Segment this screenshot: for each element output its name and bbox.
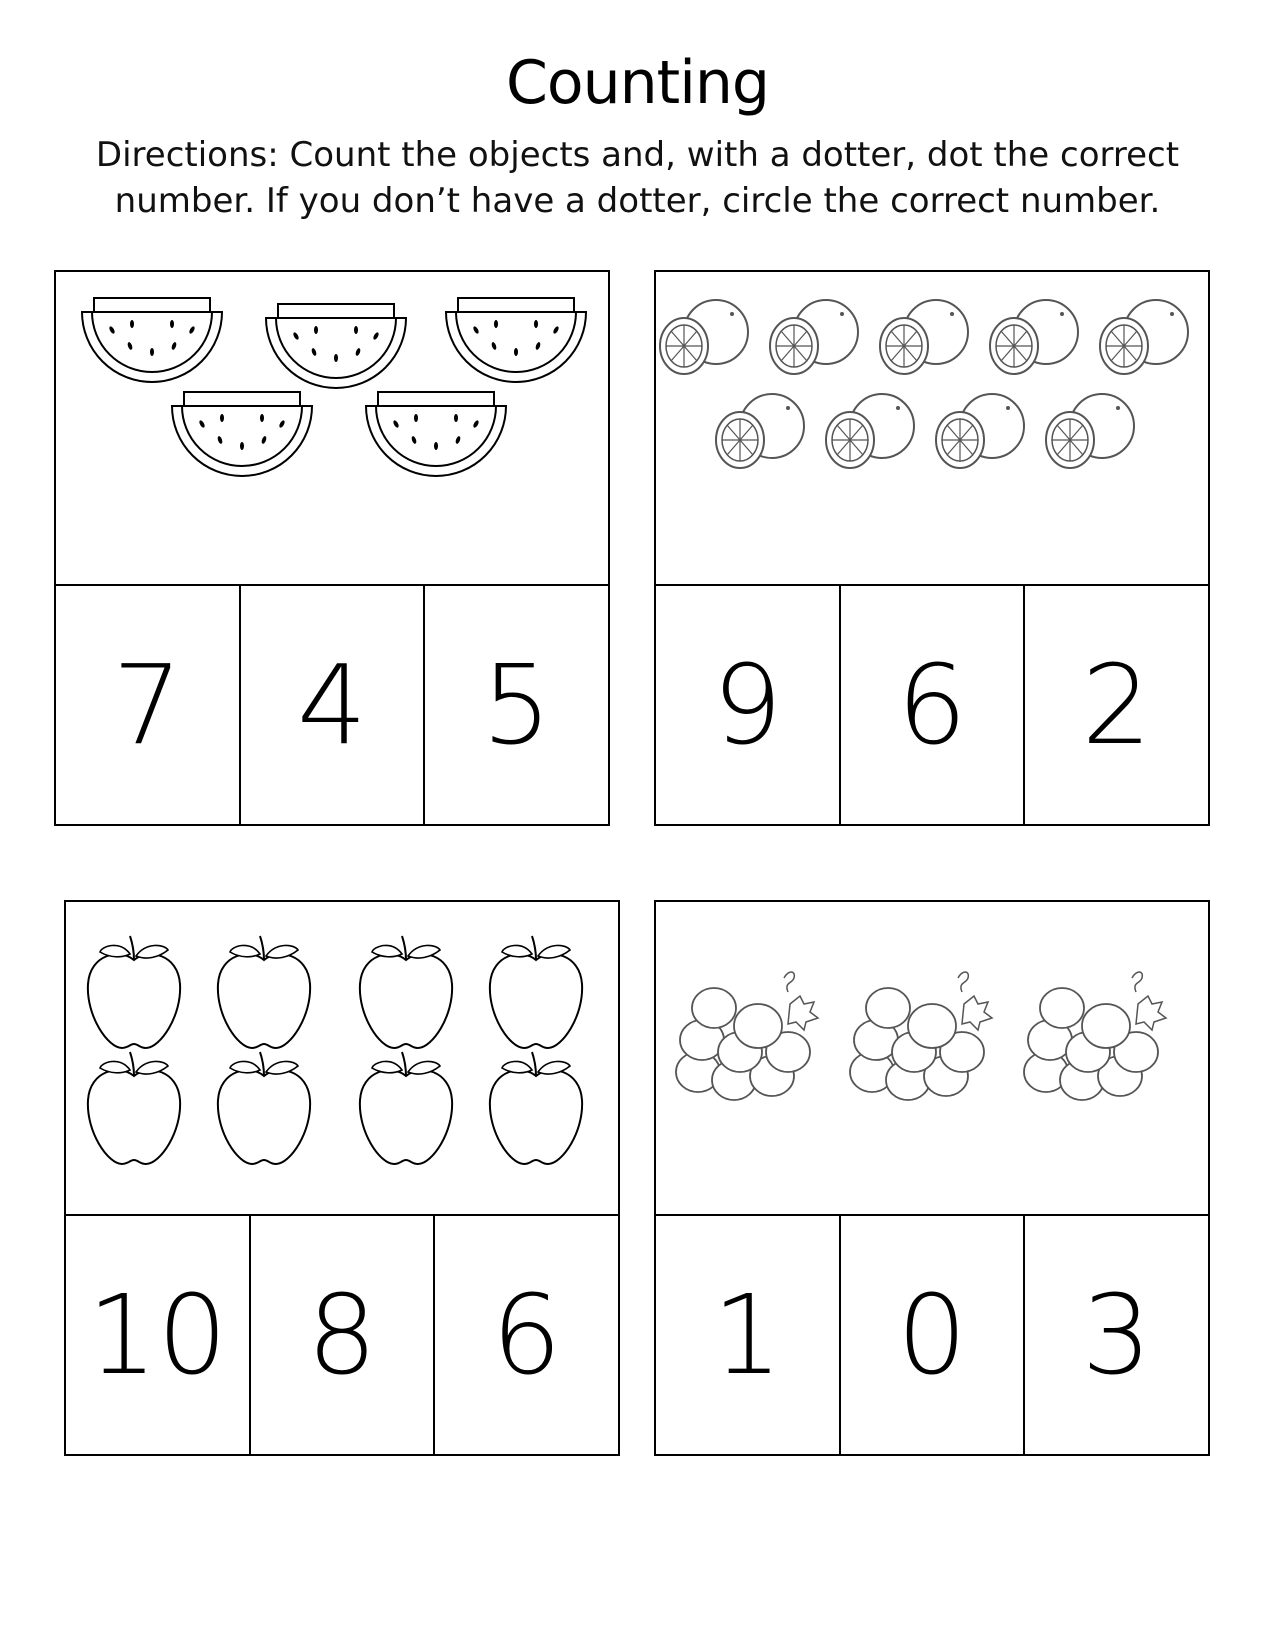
- grapes-icon: [1024, 972, 1166, 1100]
- apple-illustration: [66, 902, 618, 1214]
- apple-icon: [218, 936, 310, 1048]
- answer-choice[interactable]: 4: [241, 586, 426, 824]
- apple-icon: [218, 1052, 310, 1164]
- orange-illustration: [656, 272, 1208, 584]
- directions-text: Directions: Count the objects and, with a dotter, dot the correct number. If you don’t have a dotter, circle the correct number.: [95, 135, 1180, 221]
- grape-picture: [656, 902, 1208, 1216]
- counting-card-grapes: [654, 900, 1210, 1456]
- grape-illustration: [656, 902, 1208, 1214]
- orange-icon: [990, 300, 1078, 374]
- orange-icon: [880, 300, 968, 374]
- answer-choice[interactable]: 7: [56, 586, 241, 824]
- grapes-icon: [850, 972, 992, 1100]
- watermelon-illustration: [56, 272, 608, 584]
- counting-card-watermelons: [54, 270, 610, 826]
- apple-icon: [490, 1052, 582, 1164]
- watermelon-picture: [56, 272, 608, 586]
- answer-choice[interactable]: 1: [656, 1216, 841, 1454]
- watermelon-icon: [266, 304, 406, 388]
- answer-choices: [56, 586, 608, 824]
- answer-choice[interactable]: 6: [491, 1271, 562, 1399]
- apple-picture: [66, 902, 618, 1216]
- orange-icon: [660, 300, 748, 374]
- orange-icon: [936, 394, 1024, 468]
- apple-icon: [88, 1052, 180, 1164]
- watermelon-icon: [82, 298, 222, 382]
- watermelon-icon: [172, 392, 312, 476]
- orange-picture: [656, 272, 1208, 586]
- watermelon-icon: [366, 392, 506, 476]
- answer-choice[interactable]: 10: [66, 1216, 251, 1454]
- answer-choices: [656, 586, 1208, 824]
- apple-icon: [360, 936, 452, 1048]
- page-title: Counting: [506, 48, 769, 118]
- orange-icon: [1100, 300, 1188, 374]
- answer-choice[interactable]: 0: [841, 1216, 1026, 1454]
- orange-icon: [826, 394, 914, 468]
- answer-choice[interactable]: 3: [1081, 1271, 1152, 1399]
- apple-icon: [490, 936, 582, 1048]
- answer-choice[interactable]: 2: [1081, 641, 1152, 769]
- answer-choices: [656, 1216, 1208, 1454]
- counting-card-apples: [64, 900, 620, 1456]
- answer-choice[interactable]: 5: [481, 641, 552, 769]
- grapes-icon: [676, 972, 818, 1100]
- orange-icon: [1046, 394, 1134, 468]
- orange-icon: [770, 300, 858, 374]
- answer-choices: [66, 1216, 618, 1454]
- orange-icon: [716, 394, 804, 468]
- counting-card-oranges: [654, 270, 1210, 826]
- apple-icon: [360, 1052, 452, 1164]
- watermelon-icon: [446, 298, 586, 382]
- answer-choice[interactable]: 6: [841, 586, 1026, 824]
- answer-choice[interactable]: 9: [656, 586, 841, 824]
- apple-icon: [88, 936, 180, 1048]
- answer-choice[interactable]: 8: [251, 1216, 436, 1454]
